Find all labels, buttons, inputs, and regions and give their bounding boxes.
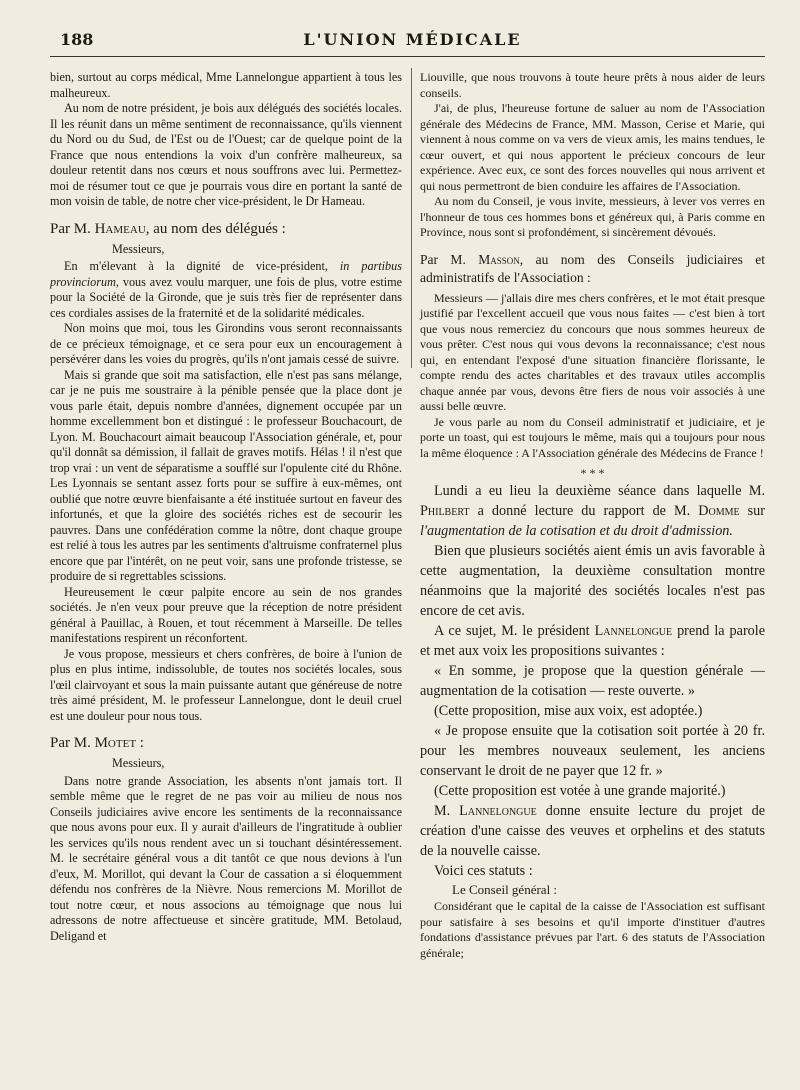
paragraph: Heureusement le cœur palpite encore au sein de nos grandes sociétés. Je n'en veux pour preuve que la réception de notre président général à Pauillac, à Rouen, et tout récemment à Marseille. De telles manifestations respirent un réconfortent.	[50, 584, 402, 645]
speaker-heading: Par M. Hameau, au nom des délégués :	[50, 220, 286, 237]
paragraph: Je vous parle au nom du Conseil administratif et judiciaire, et je porte un toast, qui est toujours le même, mais qui a toujours pour nous la même éloquence : A l'Association générale des Médecins de France !	[420, 414, 765, 460]
paragraph: Mais si grande que soit ma satisfaction, elle n'est pas sans mélange, car je ne puis me soustraire à la pénible pensée que la place dont je vous parle était, depuis nombre d'années, dignement occupée par un homme excellemment bon et distingué : le professeur Bouchacourt, de Lyon. M. Bouchacourt aimait beaucoup l'Association générale, et, pour qu'il donnât sa démission, il fallait de graves motifs. Hélas ! il n'est que trop vrai : un vent de séparatisme a soufflé sur l'opulente cité du Rhône. Les Lyonnais se sentant assez forts pour se suffire à eux-mêmes, ont oublié que notre œuvre bienfaisante a été instituée surtout en faveur des infortunés, et que la gloire des sociétés riches est de secourir les pauvres. Dans une confédération comme la nôtre, dont chaque groupe est relié à tous les autres par les sentiments d'altruisme confraternel plus encore que par l'intérêt, on ne peut voir, sans une profonde tristesse, se produire de si regrettables scissions.	[50, 367, 402, 583]
right-column	[420, 70, 765, 961]
paragraph: Non moins que moi, tous les Girondins vous seront reconnaissants de ce précieux témoignage, et ce sera pour eux un encouragement à persévérer dans les voies du progrès, qu'ils n'ont jamais cessé de suivre.	[50, 321, 402, 366]
paragraph: Au nom de notre président, je bois aux délégués des sociétés locales. Il les réunit dans un même sentiment de reconnaissance, qu'ils viennent du Nord ou du Sud, de l'Est ou de l'Ouest; car de quelque point de la France que nous entendions la voix d'un confrère malheureux, sa douleur retentit dans nos cœurs et nous souffrons avec lui. Permettez-moi de résumer tout ce que je pourrais vous dire en portant la santé de mon voisin de table, de notre cher vice-président, le Dr Hameau.	[50, 101, 402, 208]
running-header	[60, 30, 765, 56]
speaker-name: Masson	[478, 251, 520, 267]
subheading: Le Conseil général :	[452, 882, 558, 897]
paragraph: Considérant que le capital de la caisse de l'Association est suffisant pour satisfaire à ses besoins et qu'il importe d'instituer d'autres fondations d'assistance prévues par l'art. 6 des statuts de l'Association générale;	[420, 899, 765, 960]
header-rule	[50, 56, 765, 57]
paragraph: Voici ces statuts :	[434, 863, 533, 879]
section-asterism: * * *	[580, 466, 605, 480]
salutation: Messieurs,	[112, 241, 165, 256]
paragraph: « En somme, je propose que la question générale — augmentation de la cotisation — reste ouverte. »	[420, 663, 765, 699]
paragraph: En m'élevant à la dignité de vice-président, in partibus provinciorum, vous avez voulu marquer, une fois de plus, votre estime pour la Société de la Gironde, que je suis très fier de représenter dans ces cordiales assises de la fraternité et de la solidarité médicales.	[50, 259, 402, 320]
paragraph: Lundi a eu lieu la deuxième séance dans laquelle M. Philbert a donné lecture du rapport de M. Domme sur l'augmentation de la cotisation et du droit d'admission.	[420, 483, 765, 539]
speaker-heading: Par M. Masson, au nom des Conseils judiciaires et administratifs de l'Association :	[420, 251, 766, 285]
paragraph: M. Lannelongue donne ensuite lecture du projet de création d'une caisse des veuves et orphelins et des statuts de la nouvelle caisse.	[420, 803, 765, 859]
page-number: 188	[60, 30, 94, 49]
paragraph: J'ai, de plus, l'heureuse fortune de saluer au nom de l'Association générale des Médecins de France, MM. Masson, Cerise et Marie, qui viennent à nous comme on va vers de vieux amis, les mains tendues, le cœur ouvert, et qui nous apportent le précieux concours de leur expérience. Avec eux, ce sont des forces nouvelles qui nous arrivent et qui nous permettront de bien conduire les affaires de l'Association.	[420, 101, 765, 193]
paragraph: Messieurs — j'allais dire mes chers confrères, et le mot était presque justifié par l'excellent accueil que vous nous faites — c'est bien à tort que vous nous remerciez du concours que nous sommes heureux de vous prêter. C'est nous qui vous devons la reconnaissance; c'est nous qui, en entendant l'exposé d'une situation financière florissante, le compte rendu des actes charitables et des travaux utiles accomplis chaque année par vous, devons être fiers de nous voir associés à une aussi belle œuvre.	[420, 290, 765, 413]
salutation: Messieurs,	[112, 756, 165, 770]
running-title: L'UNION MÉDICALE	[303, 30, 522, 49]
paragraph: (Cette proposition, mise aux voix, est adoptée.)	[434, 703, 703, 719]
paragraph: A ce sujet, M. le président Lannelongue prend la parole et met aux voix les propositions suivantes :	[420, 623, 765, 659]
paragraph: Je vous propose, messieurs et chers confrères, de boire à l'union de plus en plus intime, indissoluble, de toutes nos sociétés locales, sous l'œil clairvoyant et sous la main puissante autant que généreuse de notre très aimé président, M. le professeur Lannelongue, dont le deuil cruel est une douleur pour nous tous.	[50, 646, 402, 723]
paragraph: Au nom du Conseil, je vous invite, messieurs, à lever vos verres en l'honneur de tous ces hommes bons et généreux qui, à Paris comme en Province, nous sont si profondément, si sincèrement dévoués.	[420, 194, 765, 239]
column-divider	[411, 68, 412, 368]
paragraph: « Je propose ensuite que la cotisation soit portée à 20 fr. pour les membres nouveaux seulement, les anciens conservant le droit de ne payer que 12 fr. »	[420, 723, 765, 779]
paragraph: Dans notre grande Association, les absents n'ont jamais tort. Il semble même que le regret de ne pas voir au milieu de nous nos Conseils judiciaires avive encore les sentiments de la reconnaissance que nous avons pour eux. Il y aurait d'ailleurs de l'ingratitude à oublier les services qu'ils nous rendent avec un si touchant désintéressement. M. le secrétaire général vous a dit tantôt ce que nous devions à l'un d'eux, M. Morillot, qui devant la Cour de cassation a si éloquemment défendu nos confrères de la Nièvre. Nous remercions M. Morillot de tout notre cœur, et nous associons au témoignage que nous lui adressons de notre affectueuse et sincère gratitude, MM. Betolaud, Deligand et	[50, 773, 402, 943]
report-section	[420, 481, 765, 881]
paragraph: Liouville, que nous trouvons à toute heure prêts à nous aider de leurs conseils.	[420, 70, 765, 100]
paragraph: bien, surtout au corps médical, Mme Lannelongue appartient à tous les malheureux.	[50, 70, 402, 100]
speaker-heading: Par M. Motet :	[50, 735, 144, 751]
speaker-name: Hameau	[94, 220, 146, 237]
paragraph: Bien que plusieurs sociétés aient émis un avis favorable à cette augmentation, la deuxième consultation montre néanmoins que la majorité des sociétés locales n'est pas encore de cet avis.	[420, 543, 765, 619]
speaker-name: Motet	[94, 735, 137, 751]
left-column	[50, 70, 402, 944]
paragraph: (Cette proposition est votée à une grande majorité.)	[434, 783, 726, 799]
